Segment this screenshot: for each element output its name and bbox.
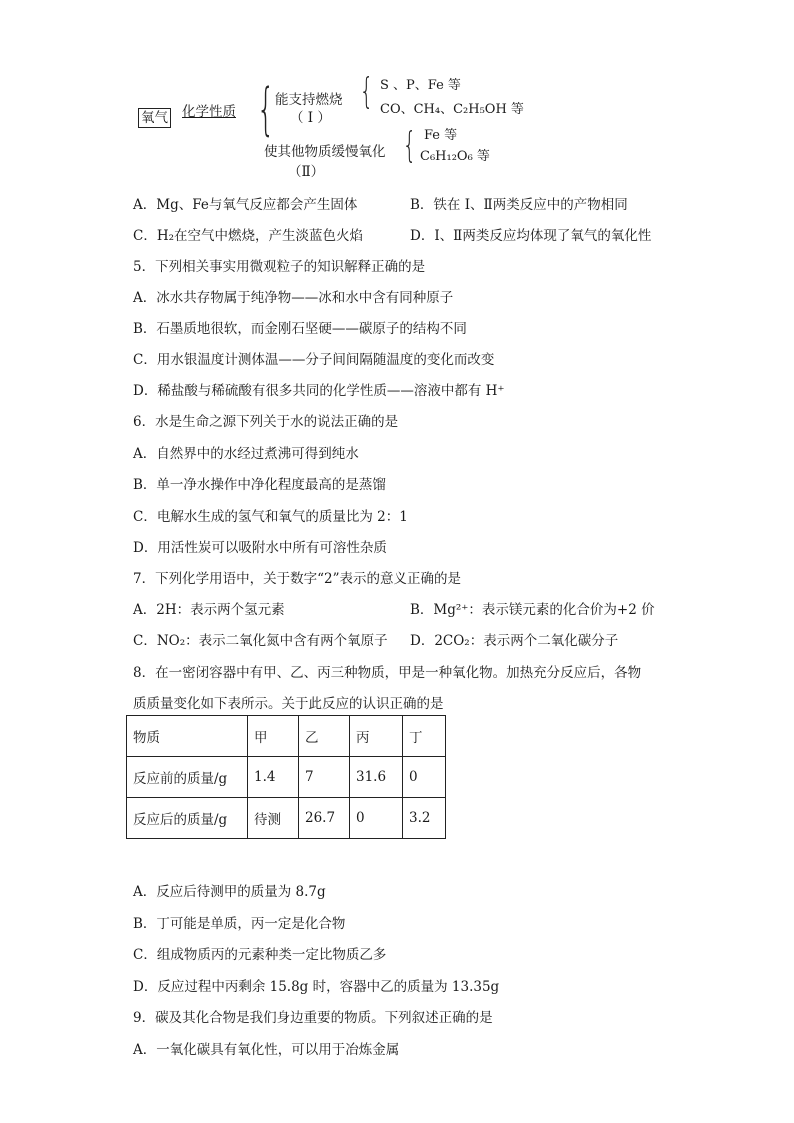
table-cell: 26.7 xyxy=(299,798,350,839)
q5-option-a: A．冰水共存物属于纯净物——冰和水中含有同种原子 xyxy=(133,290,454,306)
q8-option-a: A．反应后待测甲的质量为 8.7g xyxy=(133,884,326,900)
table-header-cell: 甲 xyxy=(248,716,299,757)
branch2-item-2: C₆H₁₂O₆ 等 xyxy=(420,149,490,164)
table-header-cell: 丙 xyxy=(350,716,403,757)
q7-option-d: D．2CO₂：表示两个二氧化碳分子 xyxy=(410,633,619,649)
q4-option-d: D．Ⅰ、Ⅱ两类反应均体现了氧气的氧化性 xyxy=(410,228,652,244)
q5-stem: 5．下列相关事实用微观粒子的知识解释正确的是 xyxy=(133,259,426,275)
branch2-item-1: Fe 等 xyxy=(424,128,458,143)
q5-option-b: B．石墨质地很软，而金刚石坚硬——碳原子的结构不同 xyxy=(133,321,467,337)
branch1-item-2: CO、CH₄、C₂H₅OH 等 xyxy=(380,102,524,117)
q6-option-b: B．单一净水操作中净化程度最高的是蒸馏 xyxy=(133,477,386,493)
q6-option-c: C．电解水生成的氢气和氧气的质量比为 2：1 xyxy=(133,509,408,525)
q9-option-a: A．一氧化碳具有氧化性，可以用于冶炼金属 xyxy=(133,1042,400,1058)
branch2-label: 使其他物质缓慢氧化 xyxy=(264,144,386,160)
q8-stem-line1: 8．在一密闭容器中有甲、乙、丙三种物质，甲是一种氧化物。加热充分反应后，各物 xyxy=(133,665,642,681)
chem-property-label: 化学性质 xyxy=(182,104,236,120)
q7-stem: 7．下列化学用语中，关于数字“2”表示的意义正确的是 xyxy=(133,571,461,587)
table-row xyxy=(127,798,446,839)
q5-option-c: C．用水银温度计测体温——分子间间隔随温度的变化而改变 xyxy=(133,352,495,368)
q8-option-d: D．反应过程中丙剩余 15.8g 时，容器中乙的质量为 13.35g xyxy=(133,979,500,995)
q7-option-b: B．Mg²⁺：表示镁元素的化合价为+2 价 xyxy=(410,602,655,618)
table-cell: 0 xyxy=(403,757,446,798)
table-header-row xyxy=(127,716,446,757)
q4-option-a: A．Mg、Fe与氧气反应都会产生固体 xyxy=(133,197,358,213)
branch1-number: （ Ⅰ ） xyxy=(290,110,331,126)
q6-option-d: D．用活性炭可以吸附水中所有可溶性杂质 xyxy=(133,540,387,556)
table-header-cell: 乙 xyxy=(299,716,350,757)
q4-option-b: B．铁在 Ⅰ、Ⅱ两类反应中的产物相同 xyxy=(410,197,628,213)
table-cell: 待测 xyxy=(248,798,299,839)
q4-option-c: C．H₂在空气中燃烧，产生淡蓝色火焰 xyxy=(133,228,364,244)
table-cell: 反应前的质量/g xyxy=(127,757,248,798)
table-header-cell: 物质 xyxy=(127,716,248,757)
branch1-brace-icon: { xyxy=(359,71,374,112)
branch1-item-1: S 、P、Fe 等 xyxy=(380,78,461,93)
table-cell: 1.4 xyxy=(248,757,299,798)
branch2-brace-icon: { xyxy=(402,125,417,166)
table-cell: 31.6 xyxy=(350,757,403,798)
table-cell: 0 xyxy=(350,798,403,839)
oxygen-box: 氧气 xyxy=(138,108,171,128)
q6-stem: 6．水是生命之源下列关于水的说法正确的是 xyxy=(133,414,399,430)
table-row xyxy=(127,757,446,798)
q8-stem-line2: 质质量变化如下表所示。关于此反应的认识正确的是 xyxy=(133,696,444,712)
q8-option-c: C．组成物质丙的元素种类一定比物质乙多 xyxy=(133,947,387,963)
table-cell: 反应后的质量/g xyxy=(127,798,248,839)
q8-option-b: B．丁可能是单质，丙一定是化合物 xyxy=(133,916,346,932)
mass-change-table xyxy=(126,715,446,839)
q7-option-a: A．2H：表示两个氢元素 xyxy=(133,602,285,618)
q9-stem: 9．碳及其化合物是我们身边重要的物质。下列叙述正确的是 xyxy=(133,1010,493,1026)
main-brace-icon: { xyxy=(256,77,275,142)
q6-option-a: A．自然界中的水经过煮沸可得到纯水 xyxy=(133,446,359,462)
branch2-number: （Ⅱ） xyxy=(288,164,325,180)
branch1-label: 能支持燃烧 xyxy=(275,92,343,108)
table-cell: 3.2 xyxy=(403,798,446,839)
table-header-cell: 丁 xyxy=(403,716,446,757)
q7-option-c: C．NO₂：表示二氧化氮中含有两个氧原子 xyxy=(133,633,388,649)
q5-option-d: D．稀盐酸与稀硫酸有很多共同的化学性质——溶液中都有 H⁺ xyxy=(133,383,505,399)
table-cell: 7 xyxy=(299,757,350,798)
